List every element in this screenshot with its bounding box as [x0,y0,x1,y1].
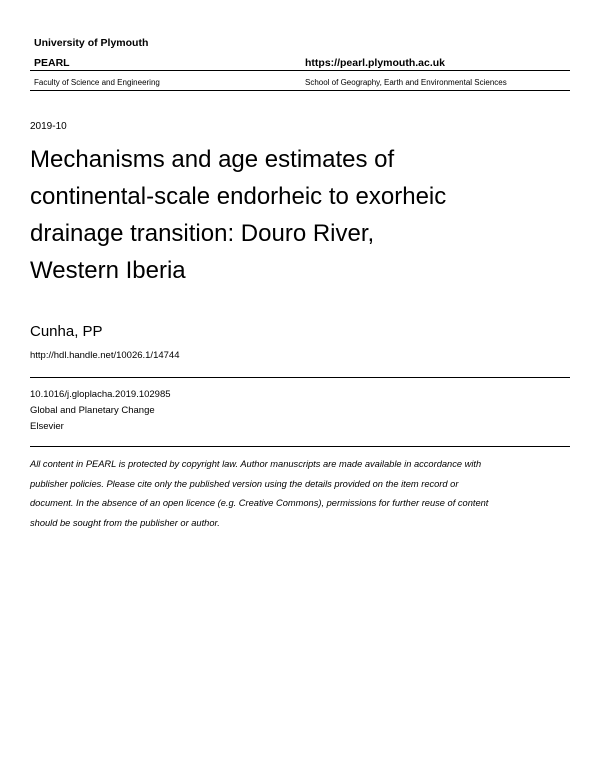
faculty-name: Faculty of Science and Engineering [34,78,160,87]
title-line: Mechanisms and age estimates of [30,146,395,173]
journal-name: Global and Planetary Change [30,405,155,416]
title-line: Western Iberia [30,257,186,284]
document-title [30,141,550,289]
handle-link[interactable]: http://hdl.handle.net/10026.1/14744 [30,350,180,361]
record-divider [30,377,570,378]
publication-date: 2019-10 [30,121,67,132]
header-divider [30,70,570,71]
repository-name: PEARL [34,57,70,69]
copyright-notice [30,455,575,533]
notice-line: document. In the absence of an open licence (e.g. Creative Commons), permissions for further reuse of content [30,498,489,508]
repository-url-link[interactable]: https://pearl.plymouth.ac.uk [305,57,446,69]
notice-divider [30,446,570,447]
author-name: Cunha, PP [30,323,103,340]
title-line: continental-scale endorheic to exorheic [30,183,447,210]
title-line: drainage transition: Douro River, [30,220,375,247]
notice-line: should be sought from the publisher or author. [30,517,220,528]
school-name: School of Geography, Earth and Environmental Sciences [305,78,507,87]
header-bottom-divider [30,90,570,91]
doi-text: 10.1016/j.gloplacha.2019.102985 [30,389,171,400]
publisher-name: Elsevier [30,421,64,432]
notice-line: publisher policies. Please cite only the published version using the details provided on the item record or [30,478,459,489]
notice-line: All content in PEARL is protected by copyright law. Author manuscripts are made available in accordance with [30,459,482,469]
university-name: University of Plymouth [34,37,149,49]
